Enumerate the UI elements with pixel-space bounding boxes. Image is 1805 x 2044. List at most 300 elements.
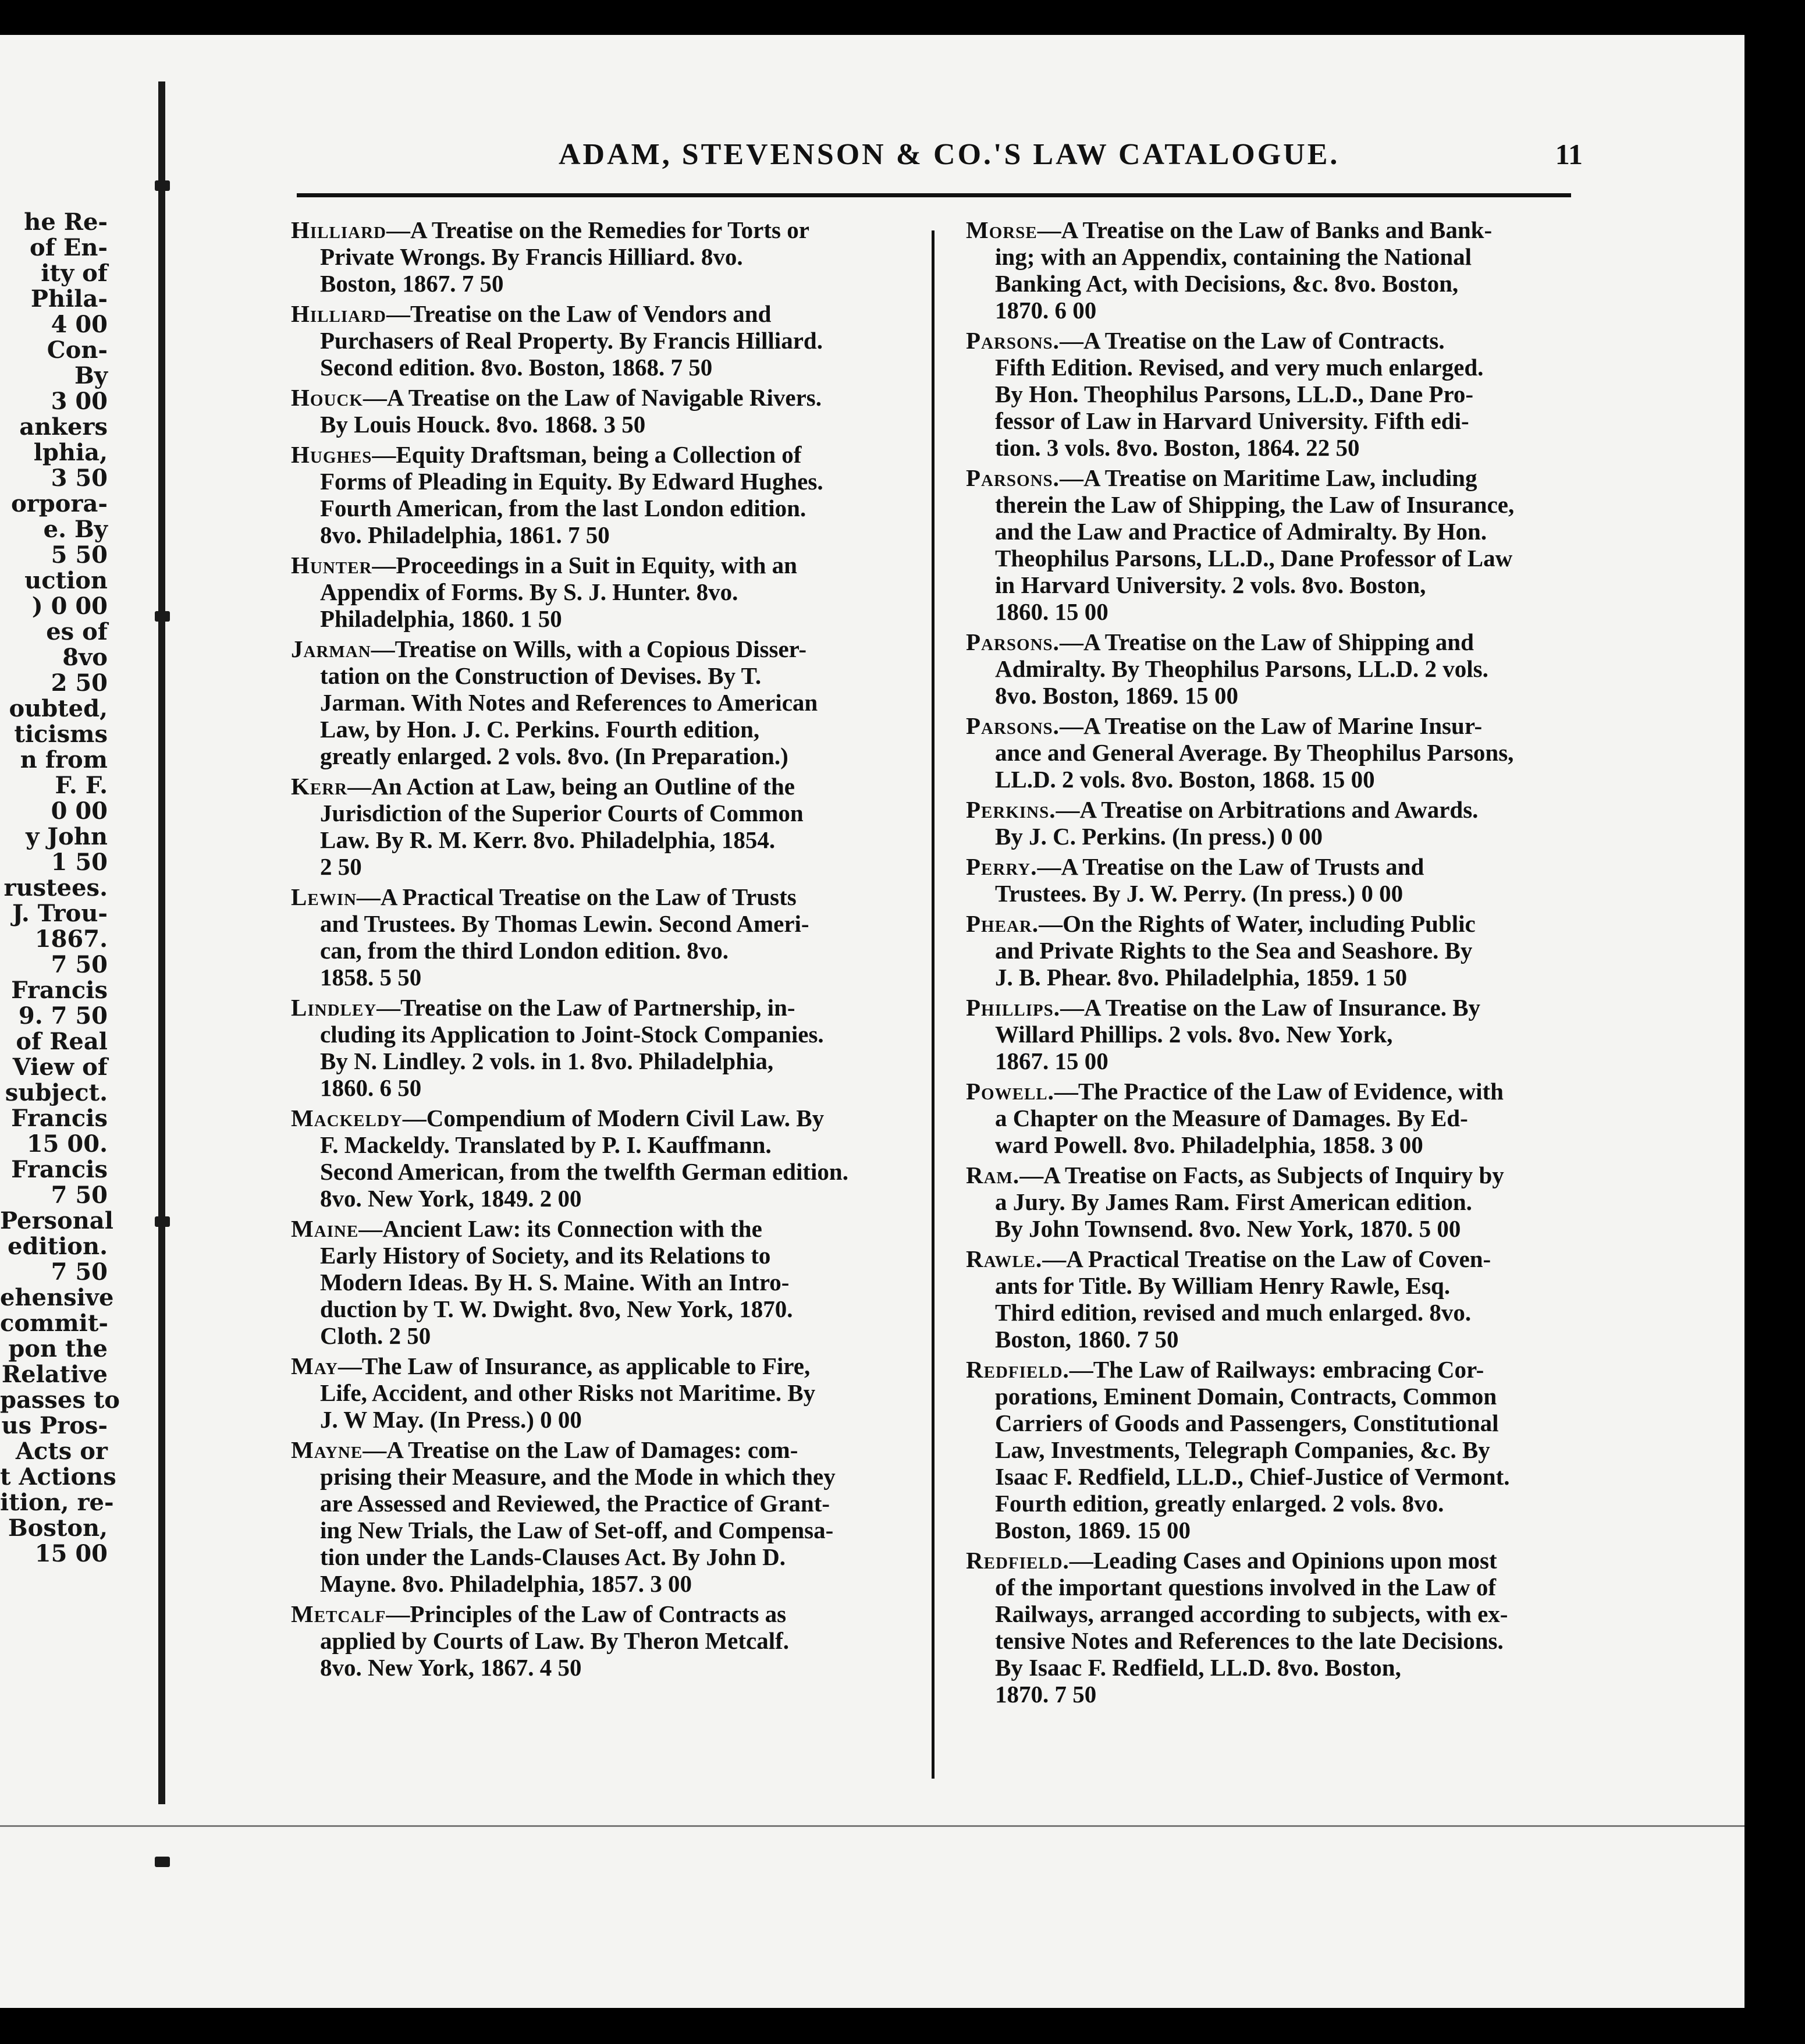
entry-line bbox=[291, 883, 908, 910]
entry-line bbox=[291, 662, 908, 689]
page-header bbox=[559, 137, 1583, 178]
entry-text: in Harvard University. 2 vols. 8vo. Boston, bbox=[995, 572, 1426, 598]
entry-text: Theophilus Parsons, LL.D., Dane Professor of Law bbox=[995, 545, 1513, 572]
entry-text: Fourth edition, greatly enlarged. 2 vols. 8vo. bbox=[995, 1490, 1444, 1517]
entry-line bbox=[966, 1131, 1571, 1158]
entry-text: of the important questions involved in the Law of bbox=[995, 1574, 1497, 1601]
entry-author: Phillips. bbox=[966, 994, 1060, 1021]
entry-text: Admiralty. By Theophilus Parsons, LL.D. 2 vols. bbox=[995, 655, 1488, 682]
entry-text: —Treatise on the Law of Vendors and bbox=[386, 300, 772, 327]
entry-text: By J. C. Perkins. (In press.) 0 00 bbox=[995, 823, 1323, 850]
entry-text: tion. 3 vols. 8vo. Boston, 1864. 22 50 bbox=[995, 434, 1360, 461]
entry-line bbox=[966, 1547, 1571, 1574]
entry-text: —The Practice of the Law of Evidence, with bbox=[1054, 1078, 1504, 1105]
entry-line bbox=[291, 552, 908, 579]
entry-author: Perkins. bbox=[966, 796, 1056, 823]
entry-line bbox=[291, 826, 908, 853]
entry-author: Lewin bbox=[291, 883, 357, 910]
adjacent-page-fragment: ehensive bbox=[0, 1284, 114, 1311]
entry-text: Private Wrongs. By Francis Hilliard. 8vo. bbox=[320, 243, 743, 270]
adjacent-page-fragment: e. By bbox=[43, 516, 108, 543]
catalogue-entry bbox=[291, 1436, 908, 1597]
entry-line bbox=[291, 1627, 908, 1654]
entry-line bbox=[291, 441, 908, 468]
entry-line bbox=[966, 1272, 1571, 1299]
entry-line bbox=[966, 1215, 1571, 1242]
adjacent-page-fragment: he Re- bbox=[24, 208, 108, 236]
entry-line bbox=[966, 1627, 1571, 1654]
entry-line bbox=[291, 1105, 908, 1131]
entry-line bbox=[966, 407, 1571, 434]
catalogue-entry bbox=[966, 464, 1571, 625]
entry-text: ants for Title. By William Henry Rawle, Esq. bbox=[995, 1272, 1451, 1299]
entry-text: Philadelphia, 1860. 1 50 bbox=[320, 605, 562, 632]
entry-author: Powell. bbox=[966, 1078, 1054, 1105]
entry-text: Mayne. 8vo. Philadelphia, 1857. 3 00 bbox=[320, 1570, 692, 1597]
entry-text: Forms of Pleading in Equity. By Edward Hughes. bbox=[320, 468, 823, 495]
entry-line bbox=[291, 521, 908, 548]
entry-author: Parsons. bbox=[966, 327, 1060, 354]
adjacent-page-fragment: ) 0 00 bbox=[31, 592, 108, 620]
entry-line bbox=[291, 327, 908, 354]
entry-text: —A Treatise on the Law of Marine Insur- bbox=[1059, 712, 1483, 739]
catalogue-entry bbox=[966, 994, 1571, 1074]
entry-line bbox=[966, 518, 1571, 545]
entry-line bbox=[966, 1245, 1571, 1272]
entry-author: Rawle. bbox=[966, 1245, 1043, 1272]
entry-text: J. B. Phear. 8vo. Philadelphia, 1859. 1 50 bbox=[995, 964, 1408, 991]
entry-line bbox=[291, 354, 908, 381]
entry-text: Second American, from the twelfth German edition. bbox=[320, 1158, 848, 1185]
entry-author: Morse bbox=[966, 217, 1037, 243]
entry-text: —Ancient Law: its Connection with the bbox=[358, 1215, 762, 1242]
entry-line bbox=[291, 1654, 908, 1681]
adjacent-page-fragment: 15 00 bbox=[34, 1540, 108, 1567]
entry-text: and the Law and Practice of Admiralty. By Hon. bbox=[995, 518, 1487, 545]
entry-text: Appendix of Forms. By S. J. Hunter. 8vo. bbox=[320, 579, 738, 605]
entry-line bbox=[291, 1517, 908, 1543]
entry-line bbox=[966, 823, 1571, 850]
entry-text: therein the Law of Shipping, the Law of Insurance, bbox=[995, 491, 1515, 518]
entry-line bbox=[966, 655, 1571, 682]
entry-line bbox=[966, 545, 1571, 572]
entry-line bbox=[291, 1021, 908, 1048]
entry-author: Houck bbox=[291, 384, 363, 411]
entry-line bbox=[966, 354, 1571, 381]
entry-author: Kerr bbox=[291, 773, 348, 800]
entry-line bbox=[291, 1131, 908, 1158]
entry-line bbox=[291, 636, 908, 662]
entry-line bbox=[291, 384, 908, 411]
entry-line bbox=[966, 712, 1571, 739]
catalogue-entry bbox=[966, 910, 1571, 991]
entry-text: —A Treatise on Arbitrations and Awards. bbox=[1056, 796, 1479, 823]
entry-line bbox=[966, 1463, 1571, 1490]
entry-line bbox=[966, 243, 1571, 270]
entry-line bbox=[291, 1322, 908, 1349]
entry-line bbox=[966, 853, 1571, 880]
catalogue-entry bbox=[966, 853, 1571, 907]
catalogue-entry bbox=[291, 441, 908, 548]
adjacent-page-fragment: 4 00 bbox=[51, 311, 108, 338]
binding-spine bbox=[158, 81, 165, 1804]
entry-author: Lindley bbox=[291, 994, 377, 1021]
catalogue-entry bbox=[966, 1162, 1571, 1242]
entry-text: fessor of Law in Harvard University. Fifth edi- bbox=[995, 407, 1469, 434]
entry-author: Hunter bbox=[291, 552, 372, 579]
entry-text: —A Treatise on Facts, as Subjects of Inquiry by bbox=[1019, 1162, 1504, 1188]
entry-line bbox=[291, 1601, 908, 1627]
entry-text: prising their Measure, and the Mode in which they bbox=[320, 1463, 836, 1490]
entry-text: —The Law of Insurance, as applicable to Fire, bbox=[337, 1353, 811, 1379]
entry-line bbox=[291, 1048, 908, 1074]
entry-line bbox=[966, 491, 1571, 518]
entry-author: Hilliard bbox=[291, 300, 386, 327]
entry-text: a Jury. By James Ram. First American edition. bbox=[995, 1188, 1472, 1215]
entry-line bbox=[966, 464, 1571, 491]
entry-text: tion under the Lands-Clauses Act. By John D. bbox=[320, 1543, 786, 1570]
adjacent-page-fragment: Francis bbox=[11, 1156, 108, 1183]
adjacent-page-fragment: ticisms bbox=[14, 721, 108, 748]
entry-line bbox=[966, 682, 1571, 709]
adjacent-page-fragment: n from bbox=[20, 746, 108, 773]
adjacent-page-fragment: 9. 7 50 bbox=[18, 1002, 108, 1030]
entry-text: cluding its Application to Joint-Stock Companies. bbox=[320, 1021, 824, 1048]
adjacent-page-fragment: es of bbox=[46, 618, 108, 645]
adjacent-page-fragment: 5 50 bbox=[51, 541, 108, 569]
entry-text: and Private Rights to the Sea and Seashore. By bbox=[995, 937, 1473, 964]
spine-mark bbox=[155, 611, 170, 622]
entry-line bbox=[291, 964, 908, 991]
adjacent-page-fragment: 1867. bbox=[34, 925, 108, 953]
adjacent-page-fragment: 15 00. bbox=[26, 1130, 108, 1158]
entry-text: 8vo. Boston, 1869. 15 00 bbox=[995, 682, 1239, 709]
catalogue-page bbox=[0, 35, 1744, 2008]
entry-text: By Isaac F. Redfield, LL.D. 8vo. Boston, bbox=[995, 1654, 1401, 1681]
page-bottom-rule bbox=[0, 1825, 1744, 1827]
adjacent-page-fragment: 3 50 bbox=[51, 464, 108, 492]
entry-line bbox=[966, 766, 1571, 793]
entry-line bbox=[291, 1353, 908, 1379]
adjacent-page-fragment: commit- bbox=[0, 1310, 108, 1337]
entry-text: Jarman. With Notes and References to American bbox=[320, 689, 818, 716]
entry-text: can, from the third London edition. 8vo. bbox=[320, 937, 729, 964]
entry-line bbox=[966, 327, 1571, 354]
entry-author: Perry. bbox=[966, 853, 1037, 880]
entry-line bbox=[291, 579, 908, 605]
entry-text: 1867. 15 00 bbox=[995, 1048, 1108, 1074]
catalogue-entry bbox=[966, 1245, 1571, 1353]
entry-line bbox=[291, 468, 908, 495]
entry-text: tation on the Construction of Devises. By T. bbox=[320, 662, 762, 689]
entry-line bbox=[291, 1269, 908, 1296]
entry-author: Jarman bbox=[291, 636, 371, 662]
adjacent-page-fragment: of En- bbox=[30, 234, 108, 261]
entry-line bbox=[966, 629, 1571, 655]
entry-text: Carriers of Goods and Passengers, Constitutional bbox=[995, 1410, 1499, 1436]
entry-line bbox=[291, 605, 908, 632]
entry-line bbox=[291, 853, 908, 880]
entry-author: Parsons. bbox=[966, 712, 1060, 739]
catalogue-entry bbox=[966, 1356, 1571, 1543]
entry-line bbox=[291, 689, 908, 716]
entry-author: Parsons. bbox=[966, 464, 1060, 491]
entry-line bbox=[291, 495, 908, 521]
entry-author: Metcalf bbox=[291, 1601, 386, 1627]
entry-line bbox=[966, 1517, 1571, 1543]
entry-text: Boston, 1867. 7 50 bbox=[320, 270, 504, 297]
entry-line bbox=[966, 1162, 1571, 1188]
entry-text: —On the Rights of Water, including Public bbox=[1039, 910, 1476, 937]
entry-text: 1860. 15 00 bbox=[995, 598, 1108, 625]
entry-text: —A Treatise on the Law of Damages: com- bbox=[363, 1436, 798, 1463]
entry-text: ing New Trials, the Law of Set-off, and Compensa- bbox=[320, 1517, 834, 1543]
entry-line bbox=[966, 1654, 1571, 1681]
entry-text: Law, by Hon. J. C. Perkins. Fourth edition, bbox=[320, 716, 760, 743]
entry-author: Parsons. bbox=[966, 629, 1060, 655]
adjacent-page-fragment: J. Trou- bbox=[12, 900, 108, 927]
entry-line bbox=[291, 1215, 908, 1242]
entry-text: —A Treatise on the Law of Shipping and bbox=[1059, 629, 1474, 655]
adjacent-page-fragment: ition, re- bbox=[0, 1489, 114, 1516]
adjacent-page-fragment: y John bbox=[26, 823, 108, 850]
entry-text: duction by T. W. Dwight. 8vo, New York, 1870. bbox=[320, 1296, 793, 1322]
entry-text: J. W May. (In Press.) 0 00 bbox=[320, 1406, 582, 1433]
entry-line bbox=[966, 1383, 1571, 1410]
entry-text: Law. By R. M. Kerr. 8vo. Philadelphia, 1854. bbox=[320, 826, 776, 853]
entry-line bbox=[966, 572, 1571, 598]
catalogue-entry bbox=[291, 1601, 908, 1681]
entry-text: Purchasers of Real Property. By Francis Hilliard. bbox=[320, 327, 823, 354]
entry-author: Redfield. bbox=[966, 1547, 1070, 1574]
adjacent-page-fragment: of Real bbox=[16, 1028, 108, 1055]
entry-text: Third edition, revised and much enlarged. 8vo. bbox=[995, 1299, 1472, 1326]
entry-text: Life, Accident, and other Risks not Maritime. By bbox=[320, 1379, 816, 1406]
entry-line bbox=[291, 1436, 908, 1463]
catalogue-entry bbox=[966, 629, 1571, 709]
entry-line bbox=[966, 1490, 1571, 1517]
entry-author: Phear. bbox=[966, 910, 1039, 937]
entry-text: Law, Investments, Telegraph Companies, &c. By bbox=[995, 1436, 1490, 1463]
entry-text: Railways, arranged according to subjects, with ex- bbox=[995, 1601, 1508, 1627]
entry-text: By Hon. Theophilus Parsons, LL.D., Dane Pro- bbox=[995, 381, 1474, 407]
entry-line bbox=[291, 411, 908, 438]
entry-text: —A Treatise on the Law of Contracts. bbox=[1059, 327, 1445, 354]
entry-text: and Trustees. By Thomas Lewin. Second Ameri- bbox=[320, 910, 809, 937]
adjacent-page-fragment: us Pros- bbox=[1, 1412, 108, 1439]
entry-line bbox=[966, 1436, 1571, 1463]
entry-text: Fifth Edition. Revised, and very much enlarged. bbox=[995, 354, 1484, 381]
entry-text: —A Treatise on the Law of Banks and Bank- bbox=[1037, 217, 1493, 243]
entry-line bbox=[966, 1188, 1571, 1215]
adjacent-page-fragment: oubted, bbox=[9, 695, 108, 722]
entry-author: Redfield. bbox=[966, 1356, 1070, 1383]
catalogue-entry bbox=[291, 1215, 908, 1349]
entry-text: 8vo. New York, 1867. 4 50 bbox=[320, 1654, 582, 1681]
adjacent-page-fragment: Phila- bbox=[30, 285, 108, 313]
entry-line bbox=[291, 1490, 908, 1517]
entry-text: Cloth. 2 50 bbox=[320, 1322, 431, 1349]
spine-mark bbox=[155, 1216, 170, 1227]
entry-line bbox=[291, 716, 908, 743]
adjacent-page-fragment: 8vo bbox=[62, 644, 108, 671]
adjacent-page-fragment: 2 50 bbox=[51, 669, 108, 697]
entry-line bbox=[966, 880, 1571, 907]
entry-line bbox=[966, 598, 1571, 625]
entry-text: —Leading Cases and Opinions upon most bbox=[1069, 1547, 1497, 1574]
adjacent-page-text bbox=[0, 208, 120, 1567]
entry-line bbox=[966, 434, 1571, 461]
adjacent-page-fragment: orpora- bbox=[11, 490, 108, 517]
entry-line bbox=[291, 1543, 908, 1570]
catalogue-entry bbox=[291, 1105, 908, 1212]
catalogue-entry bbox=[966, 712, 1571, 793]
adjacent-page-fragment: 7 50 bbox=[51, 951, 108, 978]
entry-author: Hilliard bbox=[291, 217, 386, 243]
entry-line bbox=[291, 243, 908, 270]
adjacent-page-fragment: t Actions bbox=[0, 1463, 116, 1491]
entry-text: 2 50 bbox=[320, 853, 362, 880]
adjacent-page-fragment: Francis bbox=[11, 977, 108, 1004]
entry-line bbox=[966, 1601, 1571, 1627]
entry-author: Mackeldy bbox=[291, 1105, 403, 1131]
entry-line bbox=[291, 743, 908, 769]
entry-text: By N. Lindley. 2 vols. in 1. 8vo. Philadelphia, bbox=[320, 1048, 774, 1074]
catalogue-entry bbox=[291, 773, 908, 880]
entry-text: LL.D. 2 vols. 8vo. Boston, 1868. 15 00 bbox=[995, 766, 1375, 793]
entry-text: Modern Ideas. By H. S. Maine. With an Intro- bbox=[320, 1269, 790, 1296]
entry-line bbox=[966, 1078, 1571, 1105]
entry-text: 8vo. New York, 1849. 2 00 bbox=[320, 1185, 582, 1212]
entry-line bbox=[291, 1379, 908, 1406]
adjacent-page-fragment: Personal bbox=[0, 1207, 113, 1234]
entry-line bbox=[291, 1074, 908, 1101]
adjacent-page-fragment: ity of bbox=[41, 260, 108, 287]
header-rule bbox=[297, 193, 1571, 197]
entry-line bbox=[966, 937, 1571, 964]
catalogue-entry bbox=[291, 883, 908, 991]
entry-line bbox=[291, 1242, 908, 1269]
entry-author: Ram. bbox=[966, 1162, 1020, 1188]
entry-line bbox=[966, 1410, 1571, 1436]
catalogue-entry bbox=[291, 994, 908, 1101]
entry-line bbox=[291, 1406, 908, 1433]
adjacent-page-fragment: 3 00 bbox=[51, 388, 108, 415]
entry-text: Banking Act, with Decisions, &c. 8vo. Boston, bbox=[995, 270, 1459, 297]
entry-line bbox=[291, 1296, 908, 1322]
entry-line bbox=[291, 1570, 908, 1597]
adjacent-page-fragment: pon the bbox=[8, 1335, 108, 1362]
adjacent-page-edge bbox=[0, 35, 158, 2008]
entry-line bbox=[291, 910, 908, 937]
entry-line bbox=[291, 270, 908, 297]
entry-text: —A Practical Treatise on the Law of Trusts bbox=[356, 883, 797, 910]
catalogue-entry bbox=[966, 327, 1571, 461]
entry-text: —A Treatise on the Law of Navigable Rivers. bbox=[363, 384, 822, 411]
entry-text: 8vo. Philadelphia, 1861. 7 50 bbox=[320, 521, 610, 548]
entry-text: ing; with an Appendix, containing the National bbox=[995, 243, 1472, 270]
adjacent-page-fragment: subject. bbox=[5, 1079, 108, 1106]
adjacent-page-fragment: Francis bbox=[11, 1105, 108, 1132]
catalogue-entry bbox=[966, 1547, 1571, 1708]
entry-author: Maine bbox=[291, 1215, 359, 1242]
entry-text: —A Practical Treatise on the Law of Coven- bbox=[1042, 1245, 1491, 1272]
entry-line bbox=[966, 270, 1571, 297]
adjacent-page-fragment: Con- bbox=[47, 336, 108, 364]
entry-text: ance and General Average. By Theophilus Parsons, bbox=[995, 739, 1514, 766]
entry-line bbox=[966, 1299, 1571, 1326]
adjacent-page-fragment: 7 50 bbox=[51, 1181, 108, 1209]
entry-text: Willard Phillips. 2 vols. 8vo. New York, bbox=[995, 1021, 1393, 1048]
entry-line bbox=[966, 796, 1571, 823]
entry-text: —A Treatise on the Remedies for Torts or bbox=[386, 217, 809, 243]
entry-line bbox=[291, 300, 908, 327]
right-column bbox=[966, 217, 1571, 1711]
entry-text: tensive Notes and References to the late Decisions. bbox=[995, 1627, 1504, 1654]
spine-mark bbox=[155, 1857, 170, 1867]
adjacent-page-fragment: edition. bbox=[8, 1233, 108, 1260]
entry-text: 1858. 5 50 bbox=[320, 964, 422, 991]
entry-text: Boston, 1860. 7 50 bbox=[995, 1326, 1179, 1353]
adjacent-page-fragment: Relative bbox=[1, 1361, 108, 1388]
entry-line bbox=[291, 800, 908, 826]
entry-text: By Louis Houck. 8vo. 1868. 3 50 bbox=[320, 411, 646, 438]
entry-text: ward Powell. 8vo. Philadelphia, 1858. 3 00 bbox=[995, 1131, 1423, 1158]
entry-line bbox=[291, 994, 908, 1021]
entry-line bbox=[291, 1185, 908, 1212]
page-number: 11 bbox=[1555, 138, 1583, 171]
adjacent-page-fragment: passes to bbox=[0, 1386, 120, 1414]
entry-line bbox=[966, 1021, 1571, 1048]
entry-text: Second edition. 8vo. Boston, 1868. 7 50 bbox=[320, 354, 713, 381]
entry-text: applied by Courts of Law. By Theron Metcalf. bbox=[320, 1627, 790, 1654]
adjacent-page-fragment: View of bbox=[12, 1053, 108, 1081]
adjacent-page-fragment: uction bbox=[24, 567, 108, 594]
adjacent-page-fragment: Boston, bbox=[8, 1514, 108, 1542]
entry-text: —Compendium of Modern Civil Law. By bbox=[402, 1105, 825, 1131]
entry-line bbox=[966, 1048, 1571, 1074]
entry-text: —Equity Draftsman, being a Collection of bbox=[372, 441, 802, 468]
entry-line bbox=[966, 1326, 1571, 1353]
adjacent-page-fragment: By bbox=[74, 362, 108, 389]
entry-text: —Proceedings in a Suit in Equity, with an bbox=[372, 552, 797, 579]
entry-text: porations, Eminent Domain, Contracts, Common bbox=[995, 1383, 1497, 1410]
adjacent-page-fragment: 0 00 bbox=[51, 797, 108, 825]
catalogue-entry bbox=[291, 552, 908, 632]
entry-line bbox=[966, 1574, 1571, 1601]
entry-text: —A Treatise on Maritime Law, including bbox=[1059, 464, 1477, 491]
adjacent-page-fragment: Acts or bbox=[15, 1438, 108, 1465]
entry-line bbox=[966, 297, 1571, 324]
catalogue-entry bbox=[291, 217, 908, 297]
entry-text: 1860. 6 50 bbox=[320, 1074, 422, 1101]
entry-line bbox=[291, 217, 908, 243]
entry-line bbox=[966, 1356, 1571, 1383]
adjacent-page-fragment: ankers bbox=[19, 413, 108, 441]
left-column bbox=[291, 217, 908, 1684]
entry-line bbox=[291, 1463, 908, 1490]
entry-line bbox=[966, 1105, 1571, 1131]
spine-mark bbox=[155, 180, 170, 191]
entry-text: are Assessed and Reviewed, the Practice of Grant- bbox=[320, 1490, 830, 1517]
page-title: ADAM, STEVENSON & CO.'S LAW CATALOGUE. bbox=[559, 138, 1340, 171]
entry-text: —The Law of Railways: embracing Cor- bbox=[1069, 1356, 1484, 1383]
entry-text: Boston, 1869. 15 00 bbox=[995, 1517, 1191, 1543]
entry-text: Isaac F. Redfield, LL.D., Chief-Justice of Vermont. bbox=[995, 1463, 1510, 1490]
entry-text: greatly enlarged. 2 vols. 8vo. (In Preparation.) bbox=[320, 743, 788, 769]
entry-line bbox=[291, 1158, 908, 1185]
adjacent-page-fragment: 1 50 bbox=[51, 849, 108, 876]
